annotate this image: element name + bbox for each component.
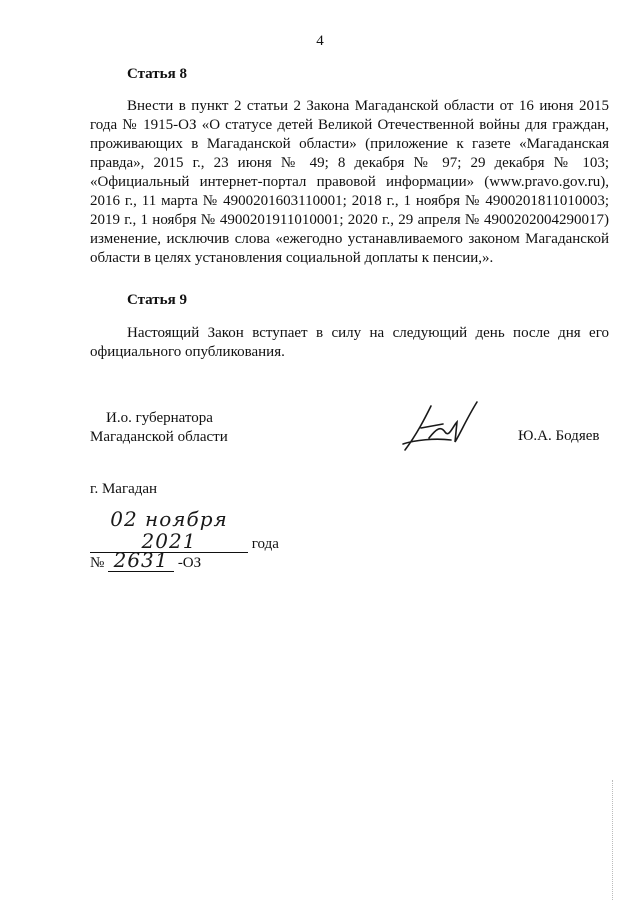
date-suffix: года [251, 536, 279, 552]
article-9-heading: Статья 9 [127, 292, 187, 308]
date-line [90, 508, 279, 553]
handwritten-date: 02 ноября 2021 [90, 508, 248, 553]
law-number-prefix: № [90, 555, 105, 571]
city: г. Магадан [90, 481, 158, 497]
scan-edge-divider [612, 780, 613, 900]
handwritten-law-number: 2631 [108, 549, 174, 572]
law-number-suffix: -ОЗ [177, 555, 202, 571]
law-number-line [90, 549, 201, 572]
article-8-heading: Статья 8 [127, 66, 187, 82]
article-9-text: Настоящий Закон вступает в силу на следующий день после дня его официального опубликования. [90, 325, 609, 360]
signatory-title-line2: Магаданской области [90, 429, 228, 445]
article-8-text: Внести в пункт 2 статьи 2 Закона Магаданской области от 16 июня 2015 года № 1915-ОЗ «О статусе детей Великой Отечественной войны для граждан, проживающих в Магаданской области» (приложение к газете «Магаданская правда», 2015 г., 23 июня № 49; 8 декабря № 97; 29 декабря № 103; «Официальный интернет-портал правовой информации» (www.pravo.gov.ru), 2016 г., 11 марта № 4900201603110001; 2018 г., 1 ноября № 4900201811010003; 2019 г., 1 ноября № 4900201911010001; 2020 г., 29 апреля № 4900202004290017) изменение, исключив слова «ежегодно устанавливаемого законом Магаданской области в целях установления социальной доплаты к пенсии,». [90, 98, 609, 266]
handwritten-signature [395, 398, 485, 458]
signatory-name: Ю.А. Бодяев [518, 428, 600, 444]
page-number: 4 [316, 33, 324, 49]
signatory-title-line1: И.о. губернатора [106, 410, 213, 426]
